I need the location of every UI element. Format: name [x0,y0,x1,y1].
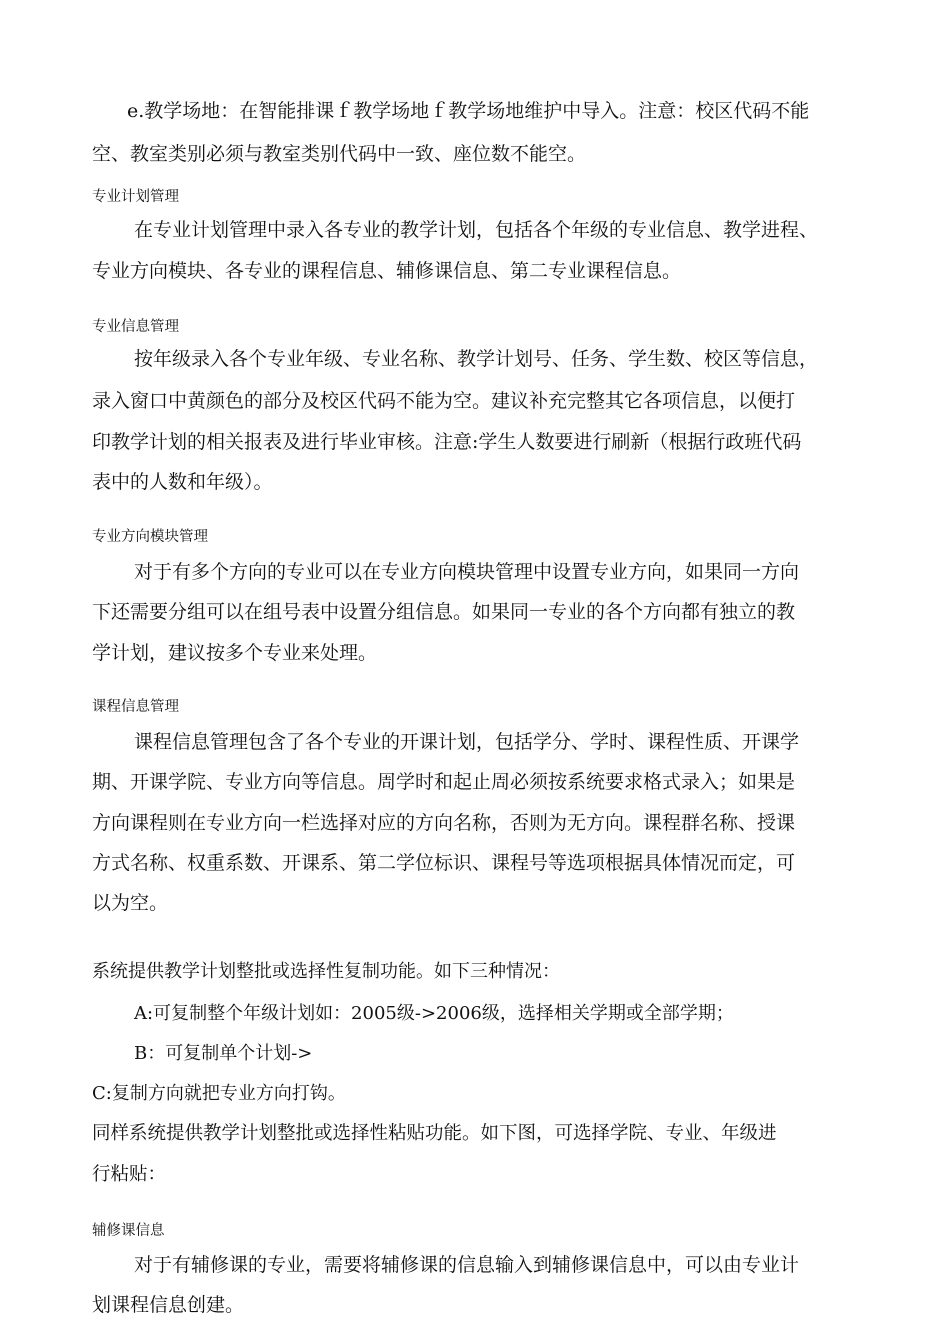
para-e-line-1: e.教学场地：在智能排课ｆ教学场地ｆ教学场地维护中导入。注意：校区代码不能 [127,100,810,122]
para-e-line-2: 空、教室类别必须与教室类别代码中一致、座位数不能空。 [92,143,587,165]
copy-option-a: A:可复制整个年级计划如：2005级->2006级，选择相关学期或全部学期； [134,1003,734,1024]
major-info-line-4: 表中的人数和年级）。 [92,471,273,493]
section-heading-course-info: 课程信息管理 [92,699,179,715]
course-info-line-3: 方向课程则在专业方向一栏选择对应的方向名称，否则为无方向。课程群名称、授课 [92,812,796,834]
course-info-line-4: 方式名称、权重系数、开课系、第二学位标识、课程号等选项根据具体情况而定，可 [92,852,796,874]
plan-management-line-2: 专业方向模块、各专业的课程信息、辅修课信息、第二专业课程信息。 [92,260,682,282]
major-info-line-3: 印教学计划的相关报表及进行毕业审核。注意:学生人数要进行刷新（根据行政班代码 [92,431,802,453]
direction-module-line-2: 下还需要分组可以在组号表中设置分组信息。如果同一专业的各个方向都有独立的教 [92,601,796,623]
section-heading-direction-module: 专业方向模块管理 [92,529,208,545]
paste-line-1: 同样系统提供教学计划整批或选择性粘贴功能。如下图，可选择学院、专业、年级进 [92,1123,777,1144]
course-info-line-2: 期、开课学院、专业方向等信息。周学时和起止周必须按系统要求格式录入；如果是 [92,771,796,793]
paste-line-2: 行粘贴： [92,1164,167,1185]
major-info-line-2: 录入窗口中黄颜色的部分及校区代码不能为空。建议补充完整其它各项信息，以便打 [92,390,796,412]
minor-courses-line-1: 对于有辅修课的专业，需要将辅修课的信息输入到辅修课信息中，可以由专业计 [134,1254,800,1276]
minor-courses-line-2: 划课程信息创建。 [92,1294,245,1316]
copy-option-b: B：可复制单个计划-> [134,1043,313,1064]
plan-management-line-1: 在专业计划管理中录入各专业的教学计划，包括各个年级的专业信息、教学进程、 [134,219,819,241]
course-info-line-5: 以为空。 [92,892,169,914]
direction-module-line-3: 学计划，建议按多个专业来处理。 [92,642,378,664]
major-info-line-1: 按年级录入各个专业年级、专业名称、教学计划号、任务、学生数、校区等信息， [134,348,819,370]
section-heading-minor-courses: 辅修课信息 [92,1223,165,1239]
direction-module-line-1: 对于有多个方向的专业可以在专业方向模块管理中设置专业方向，如果同一方向 [134,561,800,583]
copy-option-c: C:复制方向就把专业方向打钩。 [92,1083,346,1104]
section-heading-major-info: 专业信息管理 [92,319,179,335]
copy-intro: 系统提供教学计划整批或选择性复制功能。如下三种情况： [92,961,560,982]
course-info-line-1: 课程信息管理包含了各个专业的开课计划，包括学分、学时、课程性质、开课学 [134,731,800,753]
section-heading-plan-management: 专业计划管理 [92,189,179,205]
